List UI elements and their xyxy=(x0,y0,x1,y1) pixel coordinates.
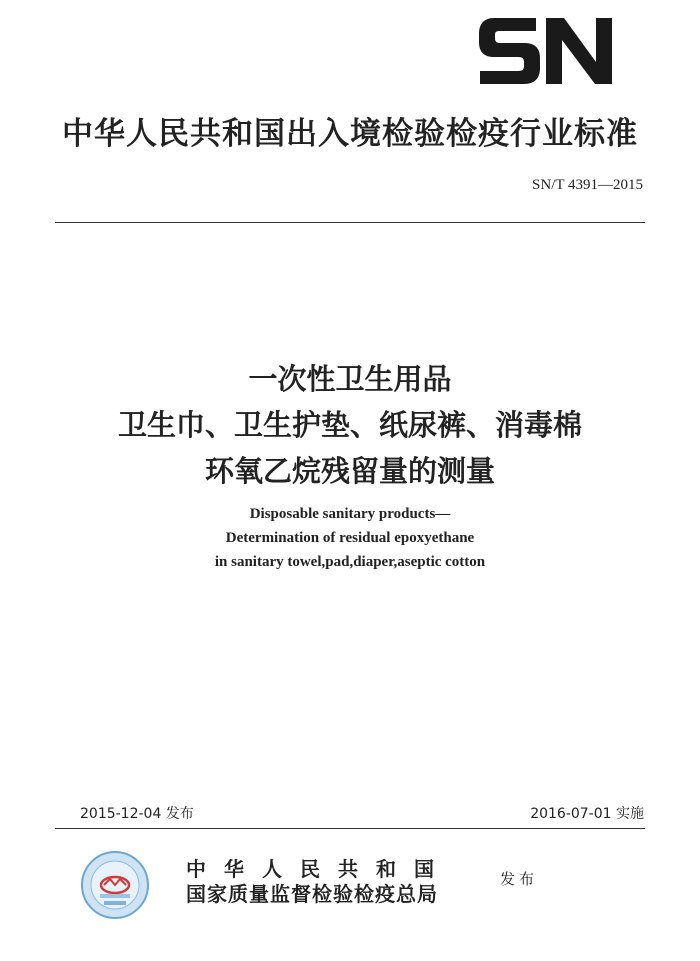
sn-logo-graphic xyxy=(478,14,614,88)
org-title: 中华人民共和国出入境检验检疫行业标准 xyxy=(62,116,638,152)
seal-graphic xyxy=(80,850,150,920)
chinese-title-line2: 卫生巾、卫生护垫、纸尿裤、消毒棉 xyxy=(117,408,582,442)
standard-number: SN/T 4391—2015 xyxy=(532,177,643,193)
bottom-divider xyxy=(55,828,645,829)
implementation-date: 2016-07-01 实施 xyxy=(530,806,644,822)
anti-counterfeit-seal-icon xyxy=(80,850,150,920)
english-title xyxy=(0,502,700,574)
issuing-authority xyxy=(186,857,452,907)
publish-label: 发布 xyxy=(500,870,539,888)
top-divider xyxy=(55,222,645,223)
chinese-title-line1: 一次性卫生用品 xyxy=(248,362,452,396)
issue-date: 2015-12-04 发布 xyxy=(80,806,194,822)
chinese-title xyxy=(0,356,700,494)
sn-logo xyxy=(478,14,614,88)
issuer-agency: 国家质量监督检验检疫总局 xyxy=(186,882,438,906)
issuer-country: 中华人民共和国 xyxy=(186,857,452,881)
chinese-title-line3: 环氧乙烷残留量的测量 xyxy=(204,454,495,488)
english-title-line3: in sanitary towel,pad,diaper,aseptic cotton xyxy=(214,554,486,570)
english-title-line1: Disposable sanitary products— xyxy=(249,506,451,522)
english-title-line2: Determination of residual epoxyethane xyxy=(225,530,475,546)
